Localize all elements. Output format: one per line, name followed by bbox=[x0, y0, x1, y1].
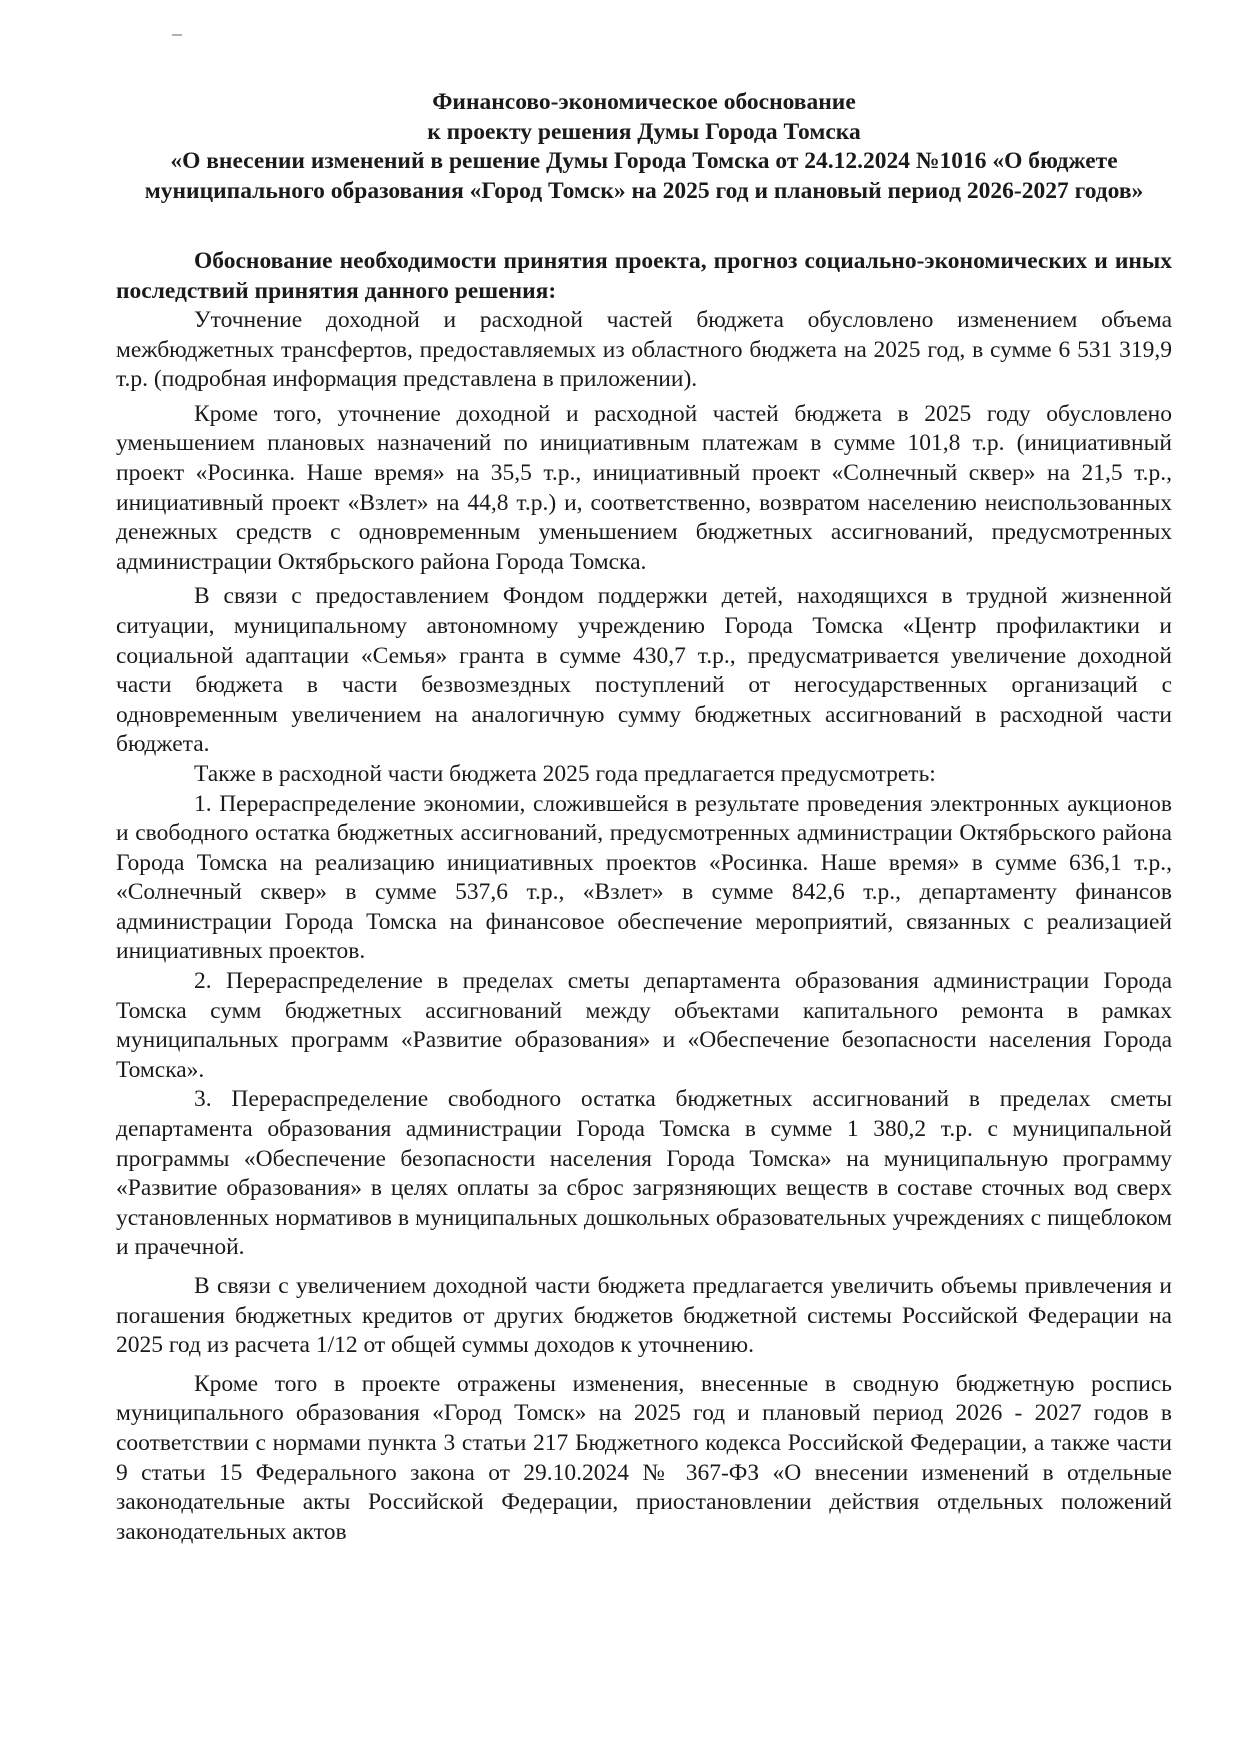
paragraph-5: В связи с увеличением доходной части бюджета предлагается увеличить объемы привлечения и погашения бюджетных кредитов от других бюджетов бюджетной системы Российской Федерации на 2025 год из расчета 1/12 от общей суммы доходов к уточнению. bbox=[116, 1273, 1172, 1359]
list-item-2: 2. Перераспределение в пределах сметы департамента образования администрации Города Томска сумм бюджетных ассигнований между объектами капитального ремонта в рамках муниципальных программ «Развитие образования» и «Обеспечение безопасности населения Города Томска». bbox=[116, 968, 1172, 1083]
paragraph-3: В связи с предоставлением Фондом поддержки детей, находящихся в трудной жизненной ситуации, муниципальному автономному учреждению Города Томска «Центр профилактики и социальной адаптации «Семья» гранта в сумме 430,7 т.р., предусматривается увеличение доходной части бюджета в части безвозмездных поступлений от негосударственных организаций с одновременным увеличением на аналогичную сумму бюджетных ассигнований в расходной части бюджета. bbox=[116, 583, 1172, 758]
paragraph-4: Также в расходной части бюджета 2025 года предлагается предусмотреть: bbox=[194, 760, 936, 787]
title-line-3: «О внесении изменений в решение Думы Города Томска от 24.12.2024 №1016 «О бюджете муниципального образования «Город Томск» на 2025 год и плановый период 2026-2027 годов» bbox=[144, 148, 1144, 204]
paragraph-1: Уточнение доходной и расходной частей бюджета обусловлено изменением объема межбюджетных трансфертов, предоставляемых из областного бюджета на 2025 год, в сумме 6 531 319,9 т.р. (подробная информация представлена в приложении). bbox=[116, 307, 1172, 393]
title-line-2: к проекту решения Думы Города Томска bbox=[427, 118, 861, 145]
paragraph-2: Кроме того, уточнение доходной и расходной частей бюджета в 2025 году обусловлено уменьшением плановых назначений по инициативным платежам в сумме 101,8 т.р. (инициативный проект «Росинка. Наше время» на 35,5 т.р., инициативный проект «Солнечный сквер» на 21,5 т.р., инициативный проект «Взлет» на 44,8 т.р.) и, соответственно, возвратом населению неиспользованных денежных средств с одновременным уменьшением бюджетных ассигнований, предусмотренных администрации Октябрьского района Города Томска. bbox=[116, 400, 1172, 575]
list-item-1: 1. Перераспределение экономии, сложившейся в результате проведения электронных аукционов и свободного остатка бюджетных ассигнований, предусмотренных администрации Октябрьского района Города Томска на реализацию инициативных проектов «Росинка. Наше время» в сумме 636,1 т.р., «Солнечный сквер» в сумме 537,6 т.р., «Взлет» в сумме 842,6 т.р., департаменту финансов администрации Города Томска на финансовое обеспечение мероприятий, связанных с реализацией инициативных проектов. bbox=[116, 790, 1172, 965]
paragraph-6: Кроме того в проекте отражены изменения, внесенные в сводную бюджетную роспись муниципального образования «Город Томск» на 2025 год и плановый период 2026 - 2027 годов в соответствии с нормами пункта 3 статьи 217 Бюджетного кодекса Российской Федерации, а также части 9 статьи 15 Федерального закона от 29.10.2024 № 367-ФЗ «О внесении изменений в отдельные законодательные акты Российской Федерации, приостановлении действия отдельных положений законодательных актов bbox=[116, 1370, 1172, 1545]
document-page bbox=[116, 88, 1172, 1547]
section-heading: Обоснование необходимости принятия проекта, прогноз социально-экономических и иных последствий принятия данного решения: bbox=[116, 248, 1172, 304]
document-title bbox=[116, 88, 1172, 206]
list-item-3: 3. Перераспределение свободного остатка бюджетных ассигнований в пределах сметы департамента образования администрации Города Томска в сумме 1 380,2 т.р. с муниципальной программы «Обеспечение безопасности населения Города Томска» на муниципальную программу «Развитие образования» в целях оплаты за сброс загрязняющих веществ в составе сточных вод сверх установленных нормативов в муниципальных дошкольных образовательных учреждениях с пищеблоком и прачечной. bbox=[116, 1086, 1172, 1261]
title-line-1: Финансово-экономическое обоснование bbox=[432, 89, 856, 115]
scan-artifact bbox=[172, 34, 182, 36]
